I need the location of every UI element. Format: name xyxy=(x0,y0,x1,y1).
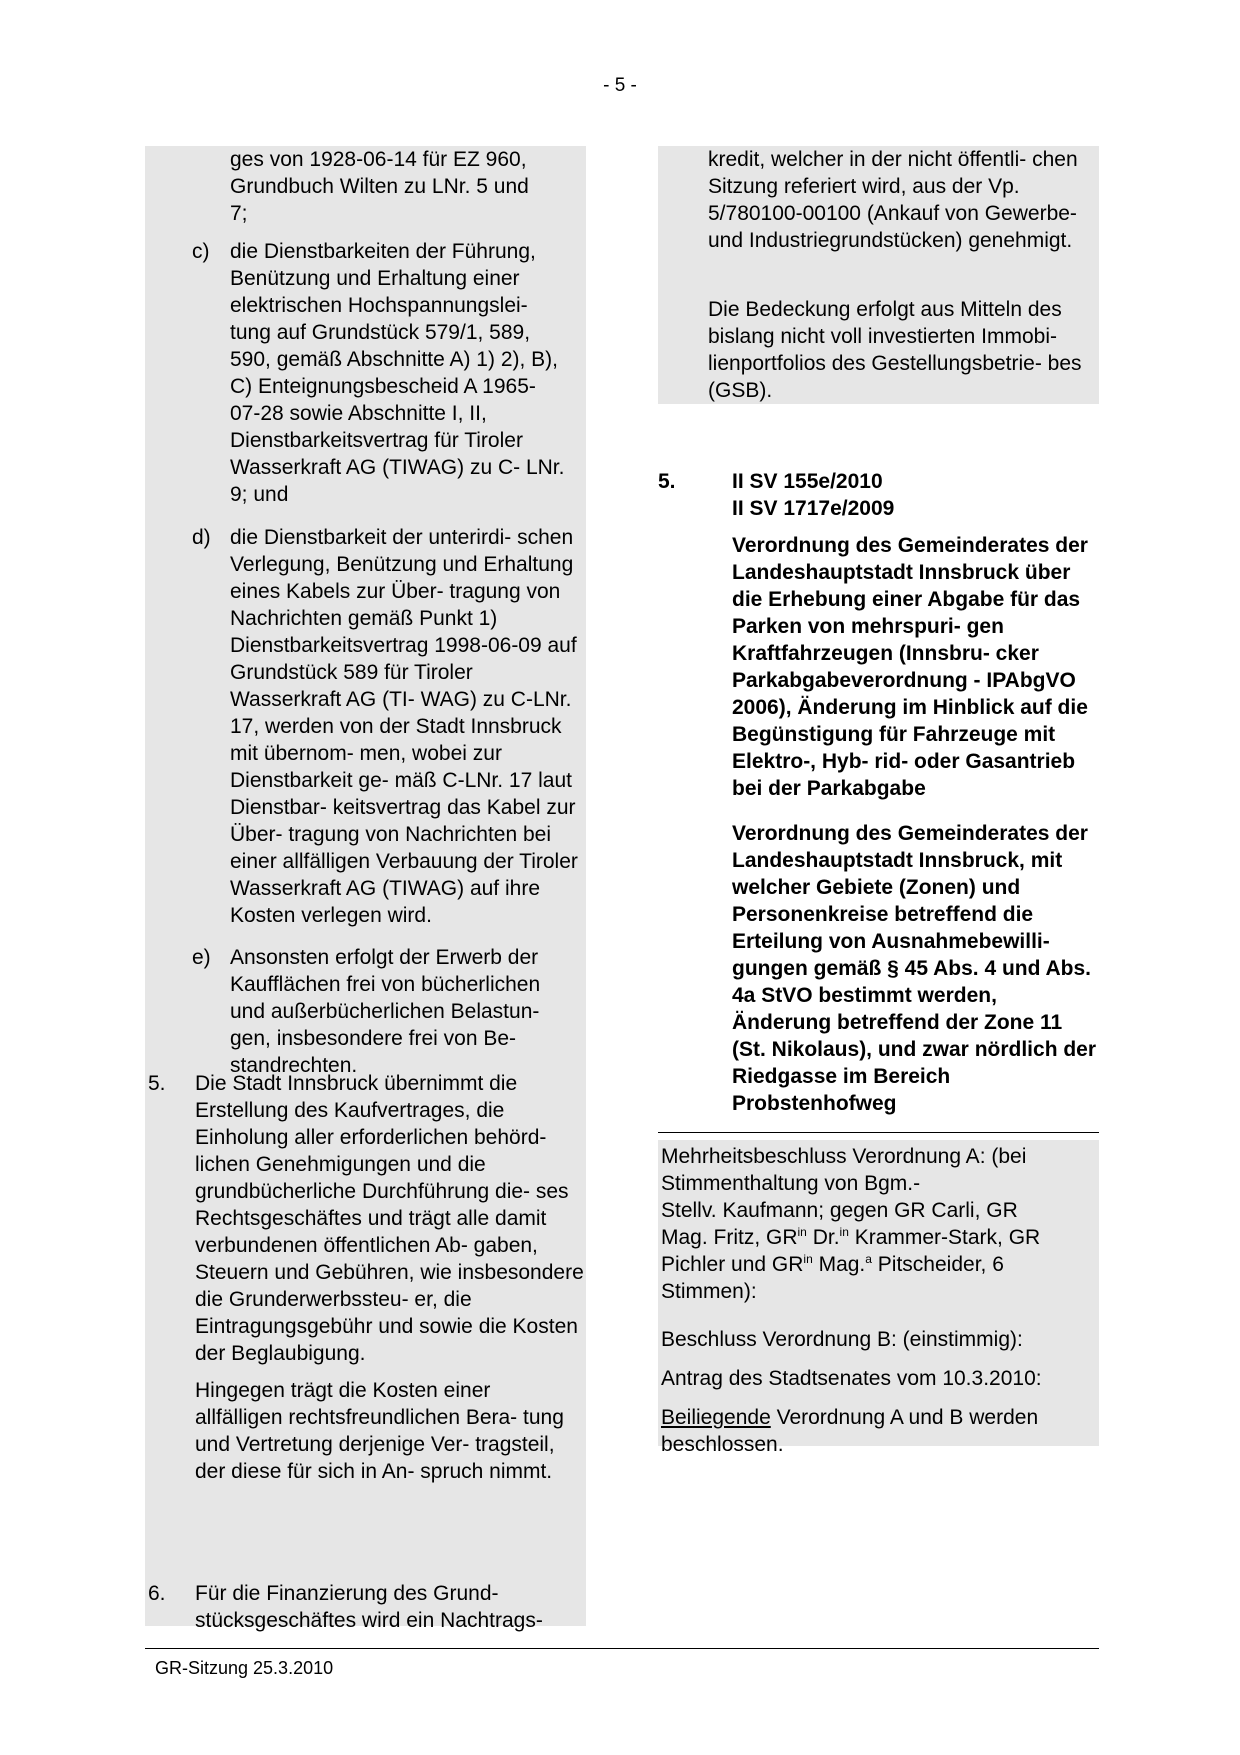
footer-rule xyxy=(145,1648,1099,1649)
decision-line: Stellv. Kaufmann; gegen GR Carli, GR xyxy=(661,1199,1018,1222)
item-label: 6. xyxy=(148,1582,166,1605)
unanimous-decision: Beschluss Verordnung B: (einstimmig): xyxy=(661,1328,1023,1351)
footer-text: GR-Sitzung 25.3.2010 xyxy=(155,1658,334,1678)
item-text-2: Hingegen trägt die Kosten einer allfälligen rechtsfreundlichen Bera- tung und Vertretung derjenige Ver- tragsteil, der diese für sich in An- spruch nimmt. xyxy=(195,1379,564,1483)
item-label: 5. xyxy=(148,1072,166,1095)
decision-line: Pichler und $GR^{in}$ Mag.$^a$ Pitscheider, 6 xyxy=(661,1252,1004,1276)
item-text: ges von 1928-06-14 für EZ 960, Grundbuch Wilten zu LNr. 5 und 7; xyxy=(230,148,529,225)
item-text: die Dienstbarkeit der unterirdi- schen Verlegung, Benützung und Erhaltung eines Kabels zur Über- tragung von Nachrichten gemäß Punkt 1) Dienstbarkeitsvertrag 1998-06-09 auf Grundstück 589 für Tiroler Wasserkraft AG (TI- WAG) zu C-LNr. 17, werden von der Stadt Innsbruck mit übernom- men, wobei zur Dienstbarkeit ge- mäß C-LNr. 17 laut Dienstbar- keitsvertrag das Kabel zur Über- tragung von Nachrichten bei einer allfälligen Verbauung der Tiroler Wasserkraft AG (TIWAG) auf ihre Kosten verlegen wird. xyxy=(230,526,578,927)
enclosed-link: Beiliegende xyxy=(661,1406,771,1429)
item-label: c) xyxy=(192,240,210,263)
agenda-title-b: Verordnung des Gemeinderates der Landeshauptstadt Innsbruck, mit welcher Gebiete (Zonen) und Personenkreise betreffend die Erteilung von Ausnahmebewilli- gungen gemäß § 45 Abs. 4 und Abs. 4a StVO bestimmt werden, Änderung betreffend der Zone 11 (St. Nikolaus), und zwar nördlich der Riedgasse im Bereich Probstenhofweg xyxy=(732,822,1097,1115)
decision-line: Stimmen): xyxy=(661,1280,757,1303)
item-label: d) xyxy=(192,526,211,549)
item-label: e) xyxy=(192,946,211,969)
item-text: Ansonsten erfolgt der Erwerb der Kaufflächen frei von bücherlichen und außerbücherlichen Belastun- gen, insbesondere frei von Be- standrechten. xyxy=(230,946,541,1077)
motion-line: Antrag des Stadtsenates vom 10.3.2010: xyxy=(661,1367,1042,1390)
right-column-continuation xyxy=(658,146,1099,404)
item-text: Die Stadt Innsbruck übernimmt die Erstellung des Kaufvertrages, die Einholung aller erforderlichen behörd- lichen Genehmigungen und die grundbücherliche Durchführung die- ses Rechtsgeschäftes und trägt alle damit verbundenen öffentlichen Ab- gaben, Steuern und Gebühren, wie insbesondere die Grunderwerbssteu- er, die Eintragungsgebühr und sowie die Kosten der Beglaubigung. xyxy=(195,1072,584,1365)
page-number: - 5 - xyxy=(603,75,637,96)
continuation-paragraph-1: kredit, welcher in der nicht öffentli- chen Sitzung referiert wird, aus der Vp. 5/780100-00100 (Ankauf von Gewerbe- und Industriegrundstücken) genehmigt. xyxy=(708,148,1078,252)
agenda-references xyxy=(732,468,894,522)
section-divider xyxy=(658,1132,1099,1133)
agenda-ref-2: II SV 1717e/2009 xyxy=(732,497,895,520)
left-column xyxy=(145,146,586,1632)
decision-line: Mag. Fritz, $GR^{in}$ Dr.$^{in}$ Krammer-Stark, GR xyxy=(661,1225,1041,1249)
agenda-title-a: Verordnung des Gemeinderates der Landeshauptstadt Innsbruck über die Erhebung einer Abgabe für das Parken von mehrspuri- gen Kraftfahrzeugen (Innsbru- cker Parkabgabeverordnung - IPAbgVO 2006), Änderung im Hinblick auf die Begünstigung für Fahrzeuge mit Elektro-, Hyb- rid- oder Gasantrieb bei der Parkabgabe xyxy=(732,534,1088,800)
continuation-paragraph-2: Die Bedeckung erfolgt aus Mitteln des bislang nicht voll investierten Immobi- lienportfolios des Gestellungsbetrie- bes (GSB). xyxy=(708,298,1082,402)
decision-line: Mehrheitsbeschluss Verordnung A: (bei xyxy=(661,1145,1027,1168)
resolution-text: Beiliegende Verordnung A und B werden beschlossen. xyxy=(661,1406,1039,1456)
decision-box xyxy=(658,1140,1099,1456)
agenda-number: 5. xyxy=(658,470,676,493)
decision-line: Stimmenthaltung von Bgm.- xyxy=(661,1172,921,1195)
item-text: Für die Finanzierung des Grund- stücksgeschäftes wird ein Nachtrags- xyxy=(195,1582,543,1632)
item-text: die Dienstbarkeiten der Führung, Benützung und Erhaltung einer elektrischen Hochspannungslei- tung auf Grundstück 579/1, 589, 590, gemäß Abschnitte A) 1) 2), B), C) Enteignungsbescheid A 1965-07-28 sowie Abschnitte I, II, Dienstbarkeitsvertrag für Tiroler Wasserkraft AG (TIWAG) zu C- LNr. 9; und xyxy=(230,240,565,506)
agenda-ref-1: II SV 155e/2010 xyxy=(732,470,883,493)
majority-decision xyxy=(661,1143,1096,1305)
